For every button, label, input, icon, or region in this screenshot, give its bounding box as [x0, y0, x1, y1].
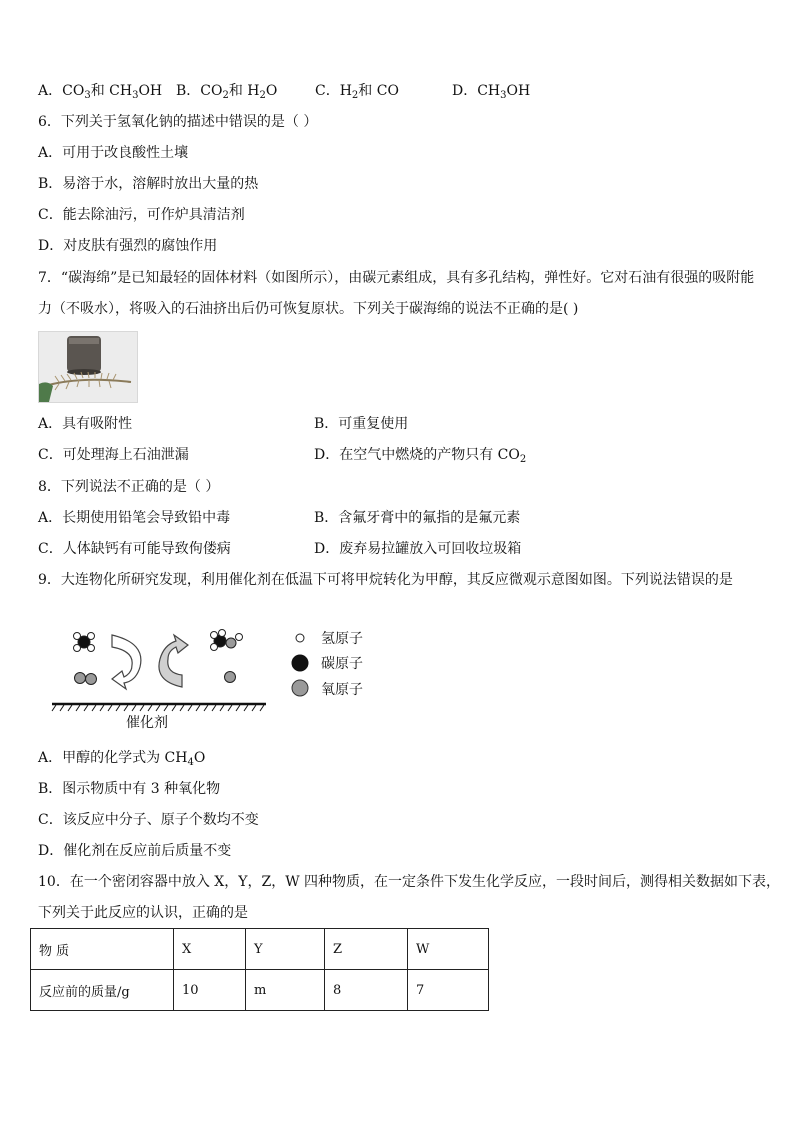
carbon-sponge-photo [38, 331, 138, 403]
q8-option-c: C．人体缺钙有可能导致佝偻病 [38, 541, 231, 557]
q8-option-b: B．含氟牙膏中的氟指的是氟元素 [314, 510, 521, 526]
table-cell: 反应前的质量/g [31, 970, 174, 1011]
q8-stem: 8．下列说法不正确的是（ ） [38, 479, 220, 495]
legend-oxygen-label: 氧原子 [321, 682, 363, 698]
oxygen-molecule [75, 673, 97, 685]
q10-stem-line2: 下列关于此反应的认识，正确的是 [38, 905, 248, 921]
legend-carbon-label: 碳原子 [321, 656, 363, 672]
q5-option-c: C．$H_2$和 CO [315, 83, 399, 101]
q9-option-b: B．图示物质中有 3 种氧化物 [38, 781, 221, 797]
q6-option-d: D．对皮肤有强烈的腐蚀作用 [38, 238, 218, 254]
methanol-molecule [211, 630, 243, 651]
legend-oxygen-marker [292, 680, 308, 696]
q7-stem-line2: 力（不吸水），将吸入的石油挤出后仍可恢复原状。下列关于碳海绵的说法不正确的是( ) [38, 301, 579, 317]
q7-option-a: A．具有吸附性 [38, 416, 133, 432]
q8-option-a: A．长期使用铅笔会导致铅中毒 [38, 510, 231, 526]
q5-option-b: B．$CO_2$和 $H_2O$ [176, 83, 278, 101]
oxygen-atom [225, 672, 236, 683]
q7-option-d: D．在空气中燃烧的产物只有 $CO_2$ [314, 447, 527, 465]
q10-stem-line1: 10．在一个密闭容器中放入 X，Y，Z，W 四种物质，在一定条件下发生化学反应，一段时间后，测得相关数据如下表， [38, 874, 781, 890]
legend-carbon-marker [292, 655, 308, 671]
q9-option-c: C．该反应中分子、原子个数均不变 [38, 812, 259, 828]
table-cell: Y [246, 929, 325, 970]
table-header-row [31, 929, 489, 970]
table-cell: Z [325, 929, 408, 970]
mass-data-table [30, 928, 489, 1011]
table-cell: 物 质 [31, 929, 174, 970]
curved-arrow-right [159, 635, 188, 687]
table-cell: m [246, 970, 325, 1011]
q6-option-c: C．能去除油污，可作炉具清洁剂 [38, 207, 245, 223]
q5-option-a: A．$CO_3$和 $CH_3OH$ [38, 83, 163, 101]
q6-stem: 6．下列关于氢氧化钠的描述中错误的是（ ） [38, 114, 318, 130]
q8-option-d: D．废弃易拉罐放入可回收垃圾箱 [314, 541, 522, 557]
table-cell: 8 [325, 970, 408, 1011]
catalyst-label: 催化剂 [126, 715, 168, 731]
curved-arrow-left [112, 635, 141, 689]
q7-option-b: B．可重复使用 [314, 416, 409, 432]
methane-molecule [74, 633, 95, 652]
table-cell: W [408, 929, 489, 970]
q7-stem-line1: 7．“碳海绵”是已知最轻的固体材料（如图所示），由碳元素组成，具有多孔结构，弹性好。它对石油有很强的吸附能 [38, 270, 755, 286]
q9-option-d: D．催化剂在反应前后质量不变 [38, 843, 232, 859]
legend-hydrogen-label: 氢原子 [321, 631, 363, 647]
q9-stem: 9．大连物化所研究发现，利用催化剂在低温下可将甲烷转化为甲醇，其反应微观示意图如图。下列说法错误的是 [38, 572, 733, 588]
q5-option-d: D．$CH_3OH$ [452, 83, 531, 101]
table-cell: X [174, 929, 246, 970]
table-cell: 10 [174, 970, 246, 1011]
q6-option-b: B．易溶于水，溶解时放出大量的热 [38, 176, 259, 192]
table-cell: 7 [408, 970, 489, 1011]
q9-option-a: A．甲醇的化学式为 $CH_4O$ [38, 750, 206, 768]
table-row [31, 970, 489, 1011]
q7-option-c: C．可处理海上石油泄漏 [38, 447, 189, 463]
legend-hydrogen-marker [296, 634, 304, 642]
q6-option-a: A．可用于改良酸性土壤 [38, 145, 189, 161]
